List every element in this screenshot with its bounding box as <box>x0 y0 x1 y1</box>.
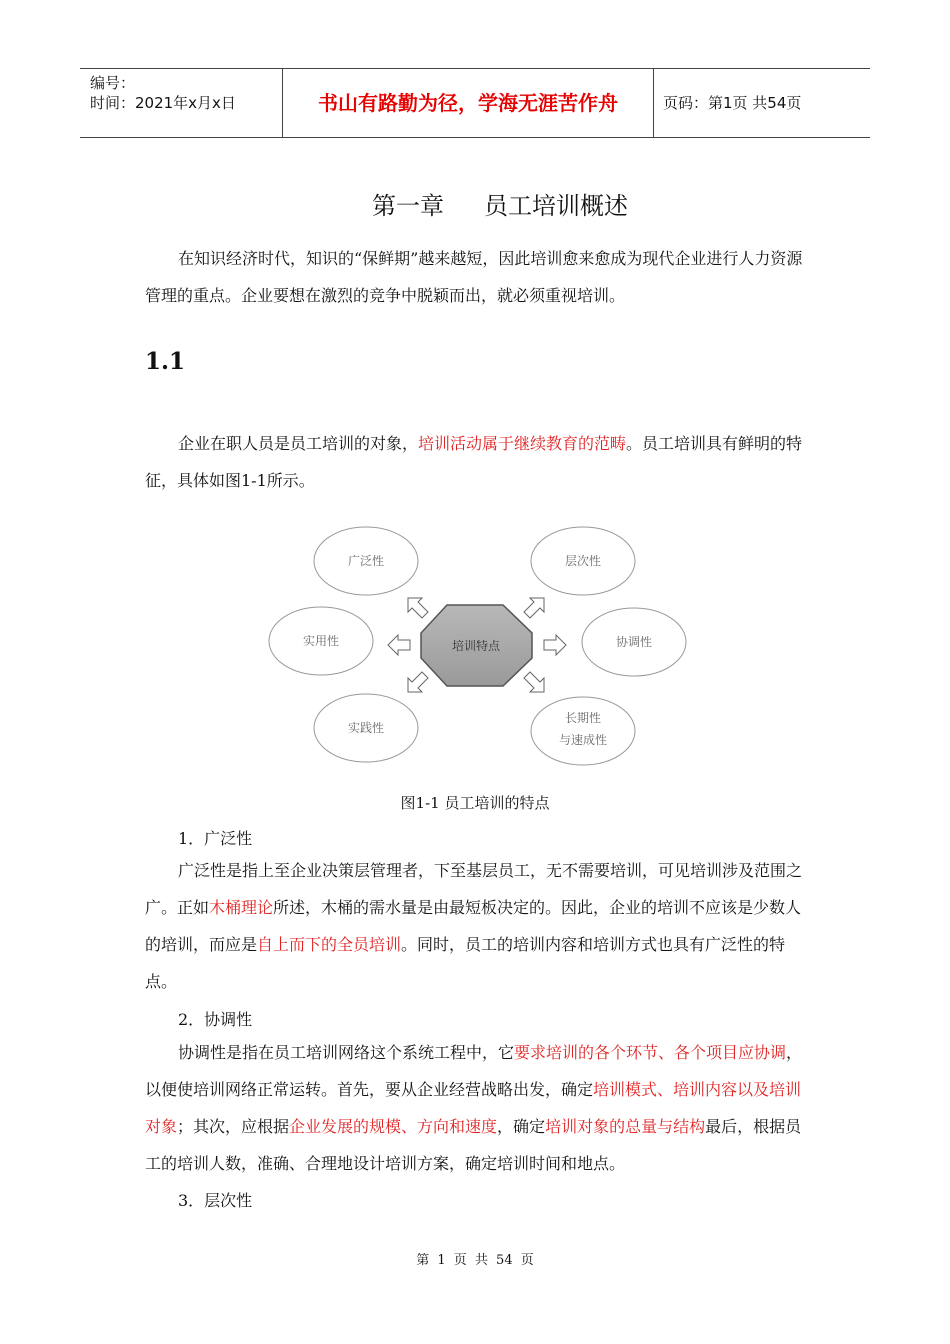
item2-text-i: 最后，根据员工的培训人数，准确、合理地设计培训方案，确定培训时间和地点。 <box>145 1117 802 1173</box>
arrow-down-left-icon <box>408 672 428 692</box>
center-label: 培训特点 <box>451 639 501 653</box>
item2-highlight-d: 培训模式、培训内容以及培训对象 <box>145 1080 802 1136</box>
arrow-right-icon <box>544 635 566 655</box>
motto: 书山有路勤为径，学海无涯苦作舟 <box>282 69 654 137</box>
chapter-title <box>0 186 950 221</box>
paragraph-1 <box>145 425 807 499</box>
node-top-right-label: 层次性 <box>564 554 602 568</box>
item1-text-c: 所述，木桶的需水量是由最短板决定的。因此，企业的培训不应该是少数人的培训，而应是 <box>145 898 802 954</box>
page-footer: 第 1 页 共 54 页 <box>416 1253 534 1268</box>
arrow-left-icon <box>388 635 410 655</box>
item2-text-a: 协调性是指在员工培训网络这个系统工程中，它 <box>178 1043 515 1062</box>
item-2-paragraph <box>145 1034 807 1182</box>
header-left-cell <box>80 69 280 137</box>
node-top-left-label: 广泛性 <box>347 554 385 568</box>
page-info: 页码：第1页 共54页 <box>663 94 802 112</box>
p1-text-c: 。员工培训具有鲜明的特征，具体如图1-1所示。 <box>145 434 803 490</box>
item1-highlight-b: 木桶理论 <box>209 898 274 917</box>
intro-paragraph: 在知识经济时代，知识的“保鲜期”越来越短，因此培训愈来愈成为现代企业进行人力资源管理的重点。企业要想在激烈的竞争中脱颖而出，就必须重视培训。 <box>145 249 803 305</box>
node-bottom-right-label-1: 长期性 <box>564 711 602 725</box>
number-label: 编号： <box>90 74 136 92</box>
node-bottom-right-label-2: 与速成性 <box>558 733 608 747</box>
item1-text-a: 广泛性是指上至企业决策层管理者，下至基层员工，无不需要培训，可见培训涉及范围之广。正如 <box>145 861 803 917</box>
time-label: 时间：2021年x月x日 <box>90 94 236 112</box>
node-bottom-left-label: 实践性 <box>347 721 385 735</box>
figure-caption: 图1-1 员工培训的特点 <box>400 794 550 812</box>
chapter-number: 第一章 <box>372 192 444 220</box>
training-features-diagram <box>265 525 695 770</box>
item2-text-g: ，确定 <box>497 1117 546 1136</box>
arrow-down-right-icon <box>524 672 544 692</box>
item2-highlight-b: 要求培训的各个环节、各个项目应协调 <box>514 1043 787 1062</box>
item2-text-c: ，以便使培训网络正常运转。首先，要从企业经营战略出发，确定 <box>145 1043 803 1099</box>
header-table <box>80 68 870 138</box>
arrow-up-right-icon <box>524 598 544 618</box>
item-3-heading: 3．层次性 <box>178 1191 253 1210</box>
node-mid-right-label: 协调性 <box>615 635 653 649</box>
p1-text-a: 企业在职人员是员工培训的对象， <box>178 434 419 453</box>
p1-highlight: 培训活动属于继续教育的范畴 <box>418 434 627 453</box>
item-2-heading: 2．协调性 <box>178 1010 253 1029</box>
chapter-name: 员工培训概述 <box>484 192 628 220</box>
item1-text-e: 。同时，员工的培训内容和培训方式也具有广泛性的特点。 <box>145 935 786 991</box>
arrow-up-left-icon <box>408 598 428 618</box>
item2-text-e: ；其次，应根据 <box>177 1117 290 1136</box>
section-heading: 1.1 <box>145 348 186 375</box>
item-1-paragraph <box>145 852 807 1000</box>
item-1-heading: 1．广泛性 <box>178 829 253 848</box>
item1-highlight-d: 自上而下的全员培训 <box>257 935 402 954</box>
node-mid-left-label: 实用性 <box>302 634 340 648</box>
node-bottom-right-ellipse <box>531 697 635 765</box>
item2-highlight-f: 企业发展的规模、方向和速度 <box>289 1117 498 1136</box>
item2-highlight-h: 培训对象的总量与结构 <box>545 1117 706 1136</box>
